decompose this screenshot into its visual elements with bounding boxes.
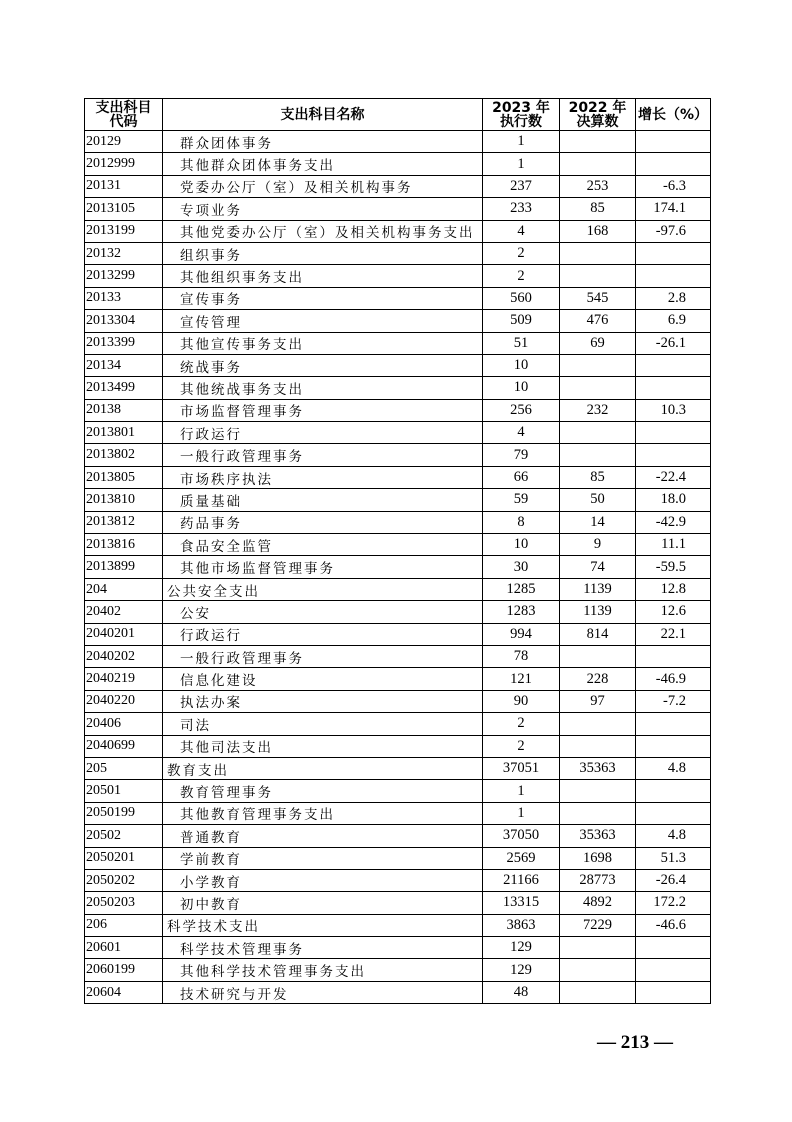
cell-final-2022 <box>560 265 636 287</box>
cell-code: 20406 <box>85 713 163 735</box>
cell-code: 20134 <box>85 354 163 376</box>
cell-exec-2023: 37050 <box>483 825 560 847</box>
cell-final-2022 <box>560 780 636 802</box>
cell-code: 205 <box>85 757 163 779</box>
cell-final-2022 <box>560 444 636 466</box>
cell-exec-2023: 2 <box>483 242 560 264</box>
table-row <box>85 959 711 981</box>
cell-exec-2023: 10 <box>483 354 560 376</box>
header-exec-2023: 2023 年 执行数 <box>483 99 560 131</box>
cell-name: 其他科学技术管理事务支出 <box>163 959 483 981</box>
cell-exec-2023: 30 <box>483 556 560 578</box>
cell-code: 20604 <box>85 981 163 1003</box>
table-row <box>85 399 711 421</box>
cell-exec-2023: 129 <box>483 959 560 981</box>
cell-growth: 22.1 <box>636 623 711 645</box>
table-row <box>85 422 711 444</box>
cell-code: 2013805 <box>85 466 163 488</box>
cell-growth: 18.0 <box>636 489 711 511</box>
table-row <box>85 825 711 847</box>
table-row <box>85 175 711 197</box>
cell-growth <box>636 959 711 981</box>
cell-name: 技术研究与开发 <box>163 981 483 1003</box>
cell-code: 2040219 <box>85 668 163 690</box>
cell-name: 普通教育 <box>163 825 483 847</box>
cell-exec-2023: 10 <box>483 534 560 556</box>
table-row <box>85 242 711 264</box>
table-row <box>85 534 711 556</box>
cell-name: 小学教育 <box>163 869 483 891</box>
cell-exec-2023: 3863 <box>483 914 560 936</box>
cell-code: 20502 <box>85 825 163 847</box>
cell-growth <box>636 937 711 959</box>
cell-exec-2023: 1285 <box>483 578 560 600</box>
cell-growth: 4.8 <box>636 825 711 847</box>
cell-exec-2023: 256 <box>483 399 560 421</box>
cell-exec-2023: 509 <box>483 310 560 332</box>
cell-name: 其他教育管理事务支出 <box>163 802 483 824</box>
table-row <box>85 310 711 332</box>
cell-exec-2023: 2 <box>483 735 560 757</box>
table-row <box>85 981 711 1003</box>
cell-exec-2023: 59 <box>483 489 560 511</box>
cell-growth: 51.3 <box>636 847 711 869</box>
cell-growth: -7.2 <box>636 690 711 712</box>
table-row <box>85 287 711 309</box>
cell-name: 组织事务 <box>163 242 483 264</box>
cell-growth: 2.8 <box>636 287 711 309</box>
cell-name: 专项业务 <box>163 198 483 220</box>
cell-code: 20601 <box>85 937 163 959</box>
cell-growth <box>636 780 711 802</box>
cell-name: 宣传管理 <box>163 310 483 332</box>
cell-name: 公安 <box>163 601 483 623</box>
cell-code: 2013199 <box>85 220 163 242</box>
cell-code: 2013105 <box>85 198 163 220</box>
cell-exec-2023: 90 <box>483 690 560 712</box>
cell-final-2022 <box>560 713 636 735</box>
cell-growth: 174.1 <box>636 198 711 220</box>
table-row <box>85 198 711 220</box>
table-row <box>85 556 711 578</box>
cell-exec-2023: 13315 <box>483 892 560 914</box>
cell-final-2022: 168 <box>560 220 636 242</box>
cell-name: 市场监督管理事务 <box>163 399 483 421</box>
cell-exec-2023: 994 <box>483 623 560 645</box>
cell-name: 党委办公厅（室）及相关机构事务 <box>163 175 483 197</box>
table-row <box>85 220 711 242</box>
cell-exec-2023: 237 <box>483 175 560 197</box>
cell-final-2022 <box>560 981 636 1003</box>
cell-code: 2013399 <box>85 332 163 354</box>
cell-growth: 11.1 <box>636 534 711 556</box>
table-row <box>85 265 711 287</box>
cell-final-2022: 476 <box>560 310 636 332</box>
budget-expenditure-table <box>84 98 711 1004</box>
cell-final-2022 <box>560 242 636 264</box>
cell-name: 其他组织事务支出 <box>163 265 483 287</box>
cell-exec-2023: 2 <box>483 265 560 287</box>
cell-name: 其他统战事务支出 <box>163 377 483 399</box>
cell-final-2022: 74 <box>560 556 636 578</box>
cell-exec-2023: 10 <box>483 377 560 399</box>
table-row <box>85 937 711 959</box>
cell-growth: -46.6 <box>636 914 711 936</box>
cell-final-2022: 7229 <box>560 914 636 936</box>
page-number: — 213 — <box>597 1032 673 1053</box>
cell-name: 其他市场监督管理事务 <box>163 556 483 578</box>
cell-name: 教育支出 <box>163 757 483 779</box>
cell-final-2022: 50 <box>560 489 636 511</box>
cell-code: 2013812 <box>85 511 163 533</box>
cell-exec-2023: 1283 <box>483 601 560 623</box>
cell-name: 其他群众团体事务支出 <box>163 153 483 175</box>
table-row <box>85 690 711 712</box>
cell-code: 20132 <box>85 242 163 264</box>
cell-growth: -26.1 <box>636 332 711 354</box>
cell-final-2022 <box>560 959 636 981</box>
cell-name: 科学技术支出 <box>163 914 483 936</box>
table-row <box>85 131 711 153</box>
cell-growth: 172.2 <box>636 892 711 914</box>
cell-code: 2012999 <box>85 153 163 175</box>
table-row <box>85 623 711 645</box>
cell-name: 一般行政管理事务 <box>163 444 483 466</box>
cell-final-2022 <box>560 802 636 824</box>
cell-code: 2013816 <box>85 534 163 556</box>
cell-code: 2040202 <box>85 645 163 667</box>
cell-final-2022: 253 <box>560 175 636 197</box>
header-name: 支出科目名称 <box>163 99 483 131</box>
table-row <box>85 601 711 623</box>
cell-code: 20402 <box>85 601 163 623</box>
table-header-row <box>85 99 711 131</box>
cell-exec-2023: 66 <box>483 466 560 488</box>
table-row <box>85 354 711 376</box>
cell-growth <box>636 265 711 287</box>
cell-final-2022 <box>560 354 636 376</box>
cell-growth: 10.3 <box>636 399 711 421</box>
cell-growth <box>636 354 711 376</box>
cell-exec-2023: 21166 <box>483 869 560 891</box>
cell-name: 药品事务 <box>163 511 483 533</box>
table-row <box>85 668 711 690</box>
cell-code: 2040220 <box>85 690 163 712</box>
cell-final-2022: 69 <box>560 332 636 354</box>
cell-name: 学前教育 <box>163 847 483 869</box>
cell-name: 初中教育 <box>163 892 483 914</box>
cell-growth <box>636 242 711 264</box>
cell-exec-2023: 121 <box>483 668 560 690</box>
cell-final-2022: 545 <box>560 287 636 309</box>
cell-final-2022: 1139 <box>560 601 636 623</box>
cell-growth: -97.6 <box>636 220 711 242</box>
cell-exec-2023: 8 <box>483 511 560 533</box>
table-row <box>85 735 711 757</box>
cell-final-2022: 4892 <box>560 892 636 914</box>
cell-code: 20138 <box>85 399 163 421</box>
table-row <box>85 578 711 600</box>
cell-name: 行政运行 <box>163 623 483 645</box>
cell-code: 20131 <box>85 175 163 197</box>
table-row <box>85 713 711 735</box>
cell-name: 宣传事务 <box>163 287 483 309</box>
cell-code: 2050199 <box>85 802 163 824</box>
cell-exec-2023: 1 <box>483 780 560 802</box>
cell-growth: 4.8 <box>636 757 711 779</box>
table-row <box>85 511 711 533</box>
cell-final-2022 <box>560 645 636 667</box>
cell-code: 20133 <box>85 287 163 309</box>
table-row <box>85 466 711 488</box>
cell-name: 统战事务 <box>163 354 483 376</box>
cell-growth <box>636 131 711 153</box>
cell-final-2022: 228 <box>560 668 636 690</box>
cell-code: 2040201 <box>85 623 163 645</box>
cell-growth: -22.4 <box>636 466 711 488</box>
cell-final-2022: 35363 <box>560 757 636 779</box>
cell-growth: -26.4 <box>636 869 711 891</box>
table-row <box>85 892 711 914</box>
cell-growth: -42.9 <box>636 511 711 533</box>
cell-exec-2023: 79 <box>483 444 560 466</box>
cell-name: 其他宣传事务支出 <box>163 332 483 354</box>
cell-name: 司法 <box>163 713 483 735</box>
cell-final-2022: 232 <box>560 399 636 421</box>
cell-code: 2013499 <box>85 377 163 399</box>
cell-exec-2023: 78 <box>483 645 560 667</box>
table-row <box>85 444 711 466</box>
cell-name: 一般行政管理事务 <box>163 645 483 667</box>
cell-growth: 12.6 <box>636 601 711 623</box>
cell-final-2022 <box>560 153 636 175</box>
cell-name: 食品安全监管 <box>163 534 483 556</box>
cell-exec-2023: 51 <box>483 332 560 354</box>
cell-growth: -6.3 <box>636 175 711 197</box>
cell-exec-2023: 560 <box>483 287 560 309</box>
cell-final-2022: 9 <box>560 534 636 556</box>
table-row <box>85 645 711 667</box>
header-code: 支出科目 代码 <box>85 99 163 131</box>
cell-final-2022 <box>560 937 636 959</box>
cell-final-2022: 14 <box>560 511 636 533</box>
cell-exec-2023: 1 <box>483 131 560 153</box>
cell-final-2022: 85 <box>560 466 636 488</box>
cell-exec-2023: 4 <box>483 220 560 242</box>
cell-growth <box>636 713 711 735</box>
cell-name: 科学技术管理事务 <box>163 937 483 959</box>
cell-final-2022 <box>560 377 636 399</box>
cell-final-2022: 1698 <box>560 847 636 869</box>
table-row <box>85 869 711 891</box>
table-row <box>85 489 711 511</box>
cell-growth <box>636 377 711 399</box>
cell-name: 群众团体事务 <box>163 131 483 153</box>
table-row <box>85 802 711 824</box>
cell-growth: 6.9 <box>636 310 711 332</box>
header-growth: 增长（%） <box>636 99 711 131</box>
cell-code: 2050201 <box>85 847 163 869</box>
table-body <box>85 131 711 1004</box>
cell-growth <box>636 422 711 444</box>
cell-code: 2013802 <box>85 444 163 466</box>
cell-exec-2023: 2 <box>483 713 560 735</box>
cell-growth <box>636 153 711 175</box>
cell-name: 其他司法支出 <box>163 735 483 757</box>
cell-growth: 12.8 <box>636 578 711 600</box>
cell-name: 公共安全支出 <box>163 578 483 600</box>
cell-final-2022: 814 <box>560 623 636 645</box>
cell-exec-2023: 48 <box>483 981 560 1003</box>
cell-code: 2050202 <box>85 869 163 891</box>
table-row <box>85 757 711 779</box>
table-row <box>85 377 711 399</box>
cell-code: 2060199 <box>85 959 163 981</box>
table-row <box>85 847 711 869</box>
cell-final-2022: 85 <box>560 198 636 220</box>
cell-code: 2013299 <box>85 265 163 287</box>
cell-final-2022: 28773 <box>560 869 636 891</box>
cell-name: 市场秩序执法 <box>163 466 483 488</box>
cell-code: 2013304 <box>85 310 163 332</box>
cell-code: 2013801 <box>85 422 163 444</box>
cell-exec-2023: 4 <box>483 422 560 444</box>
cell-name: 教育管理事务 <box>163 780 483 802</box>
cell-code: 2013899 <box>85 556 163 578</box>
cell-final-2022 <box>560 735 636 757</box>
cell-name: 质量基础 <box>163 489 483 511</box>
cell-exec-2023: 1 <box>483 153 560 175</box>
cell-name: 执法办案 <box>163 690 483 712</box>
cell-exec-2023: 1 <box>483 802 560 824</box>
cell-name: 信息化建设 <box>163 668 483 690</box>
cell-growth <box>636 735 711 757</box>
cell-final-2022 <box>560 131 636 153</box>
cell-code: 2040699 <box>85 735 163 757</box>
cell-growth <box>636 645 711 667</box>
cell-growth <box>636 981 711 1003</box>
cell-code: 206 <box>85 914 163 936</box>
header-final-2022: 2022 年 决算数 <box>560 99 636 131</box>
cell-code: 20129 <box>85 131 163 153</box>
table-row <box>85 780 711 802</box>
cell-code: 2050203 <box>85 892 163 914</box>
table-row <box>85 914 711 936</box>
cell-growth <box>636 444 711 466</box>
cell-name: 其他党委办公厅（室）及相关机构事务支出 <box>163 220 483 242</box>
table-row <box>85 153 711 175</box>
cell-code: 2013810 <box>85 489 163 511</box>
cell-exec-2023: 233 <box>483 198 560 220</box>
cell-final-2022: 35363 <box>560 825 636 847</box>
cell-code: 20501 <box>85 780 163 802</box>
cell-exec-2023: 37051 <box>483 757 560 779</box>
cell-final-2022: 1139 <box>560 578 636 600</box>
table-row <box>85 332 711 354</box>
cell-final-2022 <box>560 422 636 444</box>
cell-exec-2023: 129 <box>483 937 560 959</box>
cell-growth: -59.5 <box>636 556 711 578</box>
cell-growth: -46.9 <box>636 668 711 690</box>
cell-growth <box>636 802 711 824</box>
cell-final-2022: 97 <box>560 690 636 712</box>
cell-exec-2023: 2569 <box>483 847 560 869</box>
cell-code: 204 <box>85 578 163 600</box>
cell-name: 行政运行 <box>163 422 483 444</box>
